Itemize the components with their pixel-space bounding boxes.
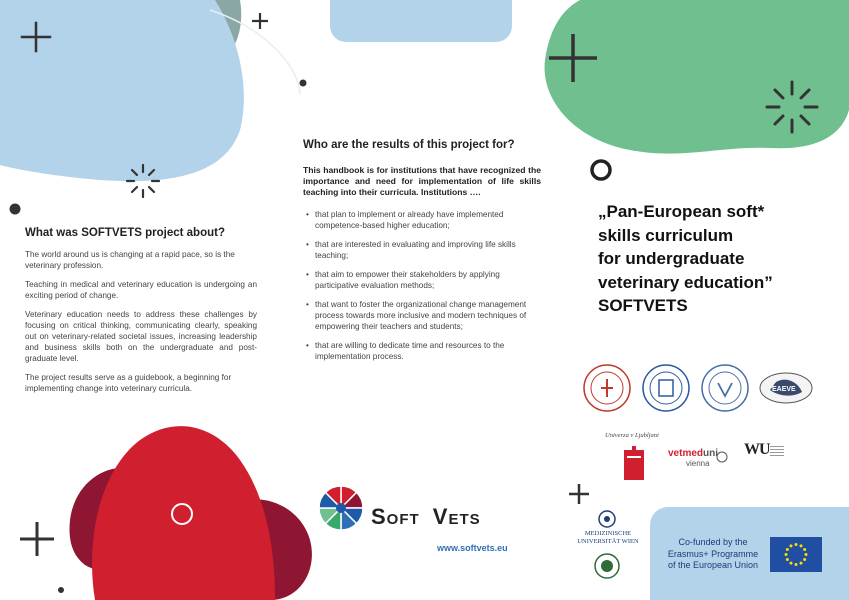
blue-tab-top [330,0,512,42]
logo-word: Soft [371,504,420,529]
left-paragraph: Veterinary education needs to address these challenges by focusing on critical thinking, communicating clearly, speaking out on veterinary-related societal issues, increasing leadership and business skills both on the undergraduate and post-graduate level. [25,310,257,363]
eu-flag-icon [770,537,822,572]
plus-icon [20,522,54,556]
middle-intro: This handbook is for institutions that have recognized the importance and need for implementation of life skills teaching into their curricula. Institutions …. [303,165,541,197]
eu-line: Erasmus+ Programme [667,548,759,559]
muw-logo [573,530,643,546]
vetmed-text-1: vetmed [668,448,704,459]
partner-seals [580,362,820,414]
vetmed-icon [716,451,728,463]
middle-column [303,139,541,370]
softvets-url[interactable]: www.softvets.eu [437,543,508,553]
ljubljana-logo [624,446,644,480]
eu-star [805,553,808,556]
muw-seal-icon [598,510,616,528]
eu-star [800,544,803,547]
title-line: skills curriculum [598,225,734,245]
wu-logo: WU [744,441,770,458]
plus-icon [252,13,268,29]
eu-star [795,563,798,566]
left-paragraph: The project results serve as a guidebook, a beginning for implementing change into veterinary curricula. [25,373,232,393]
muw-line: MEDIZINISCHE [584,530,632,537]
vetmed-text-2: uni [703,448,719,459]
green-blob [545,0,849,154]
vetmed-logo [668,448,718,459]
dot [58,587,64,593]
seal-logo [643,365,689,411]
eu-cofund-text [660,537,766,572]
eu-star [786,548,789,551]
red-blob [92,426,275,600]
eu-star [790,544,793,547]
vetmed-vienna: vienna [686,459,710,468]
middle-bullet: • that plan to implement or already have implemented competence-based higher education; [303,209,541,231]
wu-lines [770,446,784,456]
eaeve-text: EAEVE [772,386,796,393]
left-heading: What was SOFTVETS project about? [25,227,225,239]
eu-star [795,543,798,546]
small-seal-logo [594,553,620,579]
title-line: for undergraduate [598,249,745,268]
ring-black [592,161,610,179]
seal-logo [584,365,630,411]
middle-bullet: • that want to foster the organizational change management process towards more inclusive and modern techniques of empowering their teachers and students; [303,299,541,332]
title-line: SOFTVETS [598,296,688,315]
title-line: „Pan-European soft* [598,202,765,221]
middle-bullet: • that are willing to dedicate time and resources to the implementation process. [303,340,541,362]
eu-line: of the European Union [667,560,759,570]
logo-word: Vets [432,504,481,529]
middle-heading: Who are the results of this project for? [303,139,515,151]
eu-line: Co-funded by the [678,537,748,547]
project-title [598,200,838,318]
univ-ljubljana-label: Univerza v Ljubljani [605,432,659,439]
eu-star [790,562,793,565]
eu-star [803,558,806,561]
middle-bullet: • that aim to empower their stakeholders by applying participative evaluation methods; [303,269,541,291]
dot [10,204,21,215]
left-column [25,227,257,402]
middle-bullet: • that are interested in evaluating and improving life skills teaching; [303,239,541,261]
softvets-wordmark [371,504,481,530]
eu-star [786,558,789,561]
eu-star [803,548,806,551]
muw-line: UNIVERSITÄT WIEN [577,538,639,545]
burst-icon [127,165,159,197]
softvets-logo-icon [316,483,366,533]
dot [300,80,307,87]
eu-star [785,553,788,556]
left-paragraph: The world around us is changing at a rapid pace, so is the veterinary profession. [25,250,235,270]
left-paragraph: Teaching in medical and veterinary education is undergoing an exciting period of change. [25,280,257,300]
title-line: veterinary education” [598,272,773,292]
plus-icon [569,484,589,504]
eu-star [800,562,803,565]
seal-logo [702,365,748,411]
eaeve-logo [760,373,812,403]
